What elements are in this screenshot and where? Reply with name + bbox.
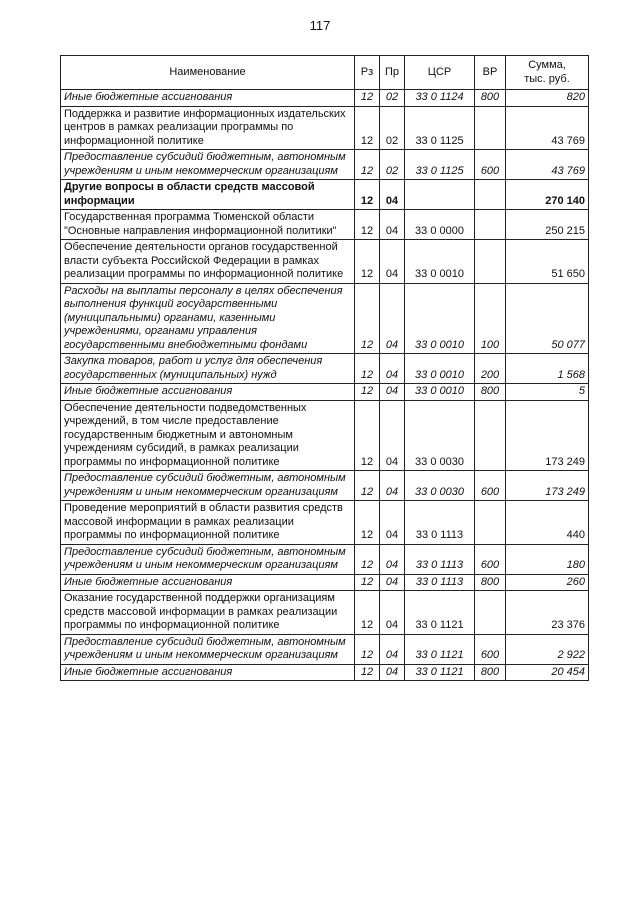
cell-csr: 33 0 0030 [405,471,475,501]
cell-vr [475,210,506,240]
cell-pr: 02 [380,150,405,180]
cell-vr [475,240,506,284]
cell-name: Предоставление субсидий бюджетным, автономным учреждениям и иным некоммерческим организациям [61,150,355,180]
cell-vr [475,180,506,210]
cell-vr: 200 [475,354,506,384]
cell-name: Оказание государственной поддержки организациям средств массовой информации в рамках реализации программы по информационной политике [61,591,355,635]
header-pr: Пр [380,56,405,90]
cell-rz: 12 [355,544,380,574]
cell-name: Поддержка и развитие информационных издательских центров в рамках реализации программы по информационной политике [61,106,355,150]
cell-sum: 43 769 [506,106,589,150]
cell-name: Закупка товаров, работ и услуг для обеспечения государственных (муниципальных) нужд [61,354,355,384]
cell-sum: 260 [506,574,589,591]
cell-vr [475,591,506,635]
table-row [61,283,589,354]
table-row [61,544,589,574]
cell-csr: 33 0 1113 [405,544,475,574]
cell-csr: 33 0 1121 [405,634,475,664]
cell-pr: 02 [380,90,405,107]
cell-csr: 33 0 1113 [405,574,475,591]
table-header-row [61,56,589,90]
table-row [61,354,589,384]
cell-name: Предоставление субсидий бюджетным, автономным учреждениям и иным некоммерческим организациям [61,634,355,664]
table-row [61,471,589,501]
cell-pr: 04 [380,240,405,284]
table-row [61,634,589,664]
cell-sum: 820 [506,90,589,107]
cell-vr: 800 [475,664,506,681]
cell-rz: 12 [355,384,380,401]
header-sum-line1: Сумма, [528,59,566,71]
cell-vr: 600 [475,634,506,664]
cell-sum: 51 650 [506,240,589,284]
table-row [61,400,589,471]
cell-sum: 20 454 [506,664,589,681]
cell-csr: 33 0 0010 [405,240,475,284]
cell-name: Иные бюджетные ассигнования [61,664,355,681]
cell-csr: 33 0 0010 [405,384,475,401]
cell-vr: 800 [475,384,506,401]
cell-name: Другие вопросы в области средств массовой информации [61,180,355,210]
page-number: 117 [309,18,331,33]
cell-sum: 270 140 [506,180,589,210]
cell-csr: 33 0 0010 [405,354,475,384]
cell-pr: 04 [380,283,405,354]
cell-name: Предоставление субсидий бюджетным, автономным учреждениям и иным некоммерческим организациям [61,471,355,501]
table-row [61,90,589,107]
cell-rz: 12 [355,106,380,150]
cell-csr: 33 0 1124 [405,90,475,107]
cell-sum: 173 249 [506,471,589,501]
cell-csr: 33 0 1121 [405,591,475,635]
header-name: Наименование [61,56,355,90]
cell-rz: 12 [355,150,380,180]
cell-rz: 12 [355,400,380,471]
cell-pr: 04 [380,180,405,210]
cell-sum: 180 [506,544,589,574]
cell-sum: 50 077 [506,283,589,354]
cell-vr [475,501,506,545]
cell-vr [475,400,506,471]
table-row [61,150,589,180]
cell-sum: 440 [506,501,589,545]
table-row [61,501,589,545]
cell-pr: 04 [380,354,405,384]
cell-csr: 33 0 0010 [405,283,475,354]
table-row [61,180,589,210]
cell-name: Иные бюджетные ассигнования [61,574,355,591]
cell-vr: 600 [475,544,506,574]
cell-vr: 600 [475,471,506,501]
table-row [61,574,589,591]
cell-sum: 250 215 [506,210,589,240]
table-row [61,384,589,401]
cell-sum: 2 922 [506,634,589,664]
cell-pr: 04 [380,400,405,471]
cell-name: Предоставление субсидий бюджетным, автономным учреждениям и иным некоммерческим организациям [61,544,355,574]
cell-vr: 800 [475,574,506,591]
table-row [61,210,589,240]
budget-table [60,55,589,681]
cell-name: Проведение мероприятий в области развития средств массовой информации в рамках реализации программы по информационной политике [61,501,355,545]
cell-rz: 12 [355,283,380,354]
cell-pr: 04 [380,471,405,501]
cell-name: Расходы на выплаты персоналу в целях обеспечения выполнения функций государственными (муниципальными) органами, казенными учреждениями, органами управления государственными внебюджетными фондами [61,283,355,354]
cell-rz: 12 [355,634,380,664]
cell-csr [405,180,475,210]
cell-vr: 600 [475,150,506,180]
header-sum-line2: тыс. руб. [524,72,570,85]
cell-vr: 100 [475,283,506,354]
cell-sum: 43 769 [506,150,589,180]
cell-rz: 12 [355,501,380,545]
cell-sum: 5 [506,384,589,401]
cell-name: Иные бюджетные ассигнования [61,384,355,401]
header-vr: ВР [475,56,506,90]
cell-csr: 33 0 1113 [405,501,475,545]
cell-name: Обеспечение деятельности органов государственной власти субъекта Российской Федерации в рамках реализации программы по информационной политике [61,240,355,284]
cell-rz: 12 [355,471,380,501]
cell-pr: 04 [380,664,405,681]
cell-pr: 04 [380,544,405,574]
cell-rz: 12 [355,90,380,107]
cell-name: Государственная программа Тюменской области "Основные направления информационной политики" [61,210,355,240]
cell-csr: 33 0 1125 [405,106,475,150]
table-row [61,240,589,284]
cell-name: Иные бюджетные ассигнования [61,90,355,107]
cell-pr: 04 [380,501,405,545]
cell-rz: 12 [355,591,380,635]
cell-vr: 800 [475,90,506,107]
cell-rz: 12 [355,210,380,240]
header-sum [506,56,589,90]
header-csr: ЦСР [405,56,475,90]
cell-name: Обеспечение деятельности подведомственных учреждений, в том числе предоставление государственным бюджетным и автономным учреждениям субсидий, в рамках реализации программы по информационной политике [61,400,355,471]
cell-csr: 33 0 0000 [405,210,475,240]
cell-pr: 04 [380,591,405,635]
cell-sum: 1 568 [506,354,589,384]
header-rz: Рз [355,56,380,90]
cell-csr: 33 0 1125 [405,150,475,180]
cell-pr: 04 [380,574,405,591]
cell-sum: 23 376 [506,591,589,635]
cell-rz: 12 [355,354,380,384]
table-row [61,591,589,635]
table-row [61,106,589,150]
cell-csr: 33 0 1121 [405,664,475,681]
cell-vr [475,106,506,150]
cell-rz: 12 [355,240,380,284]
cell-pr: 04 [380,634,405,664]
cell-rz: 12 [355,574,380,591]
table-row [61,664,589,681]
cell-sum: 173 249 [506,400,589,471]
cell-rz: 12 [355,664,380,681]
cell-rz: 12 [355,180,380,210]
cell-pr: 04 [380,384,405,401]
cell-csr: 33 0 0030 [405,400,475,471]
cell-pr: 04 [380,210,405,240]
cell-pr: 02 [380,106,405,150]
